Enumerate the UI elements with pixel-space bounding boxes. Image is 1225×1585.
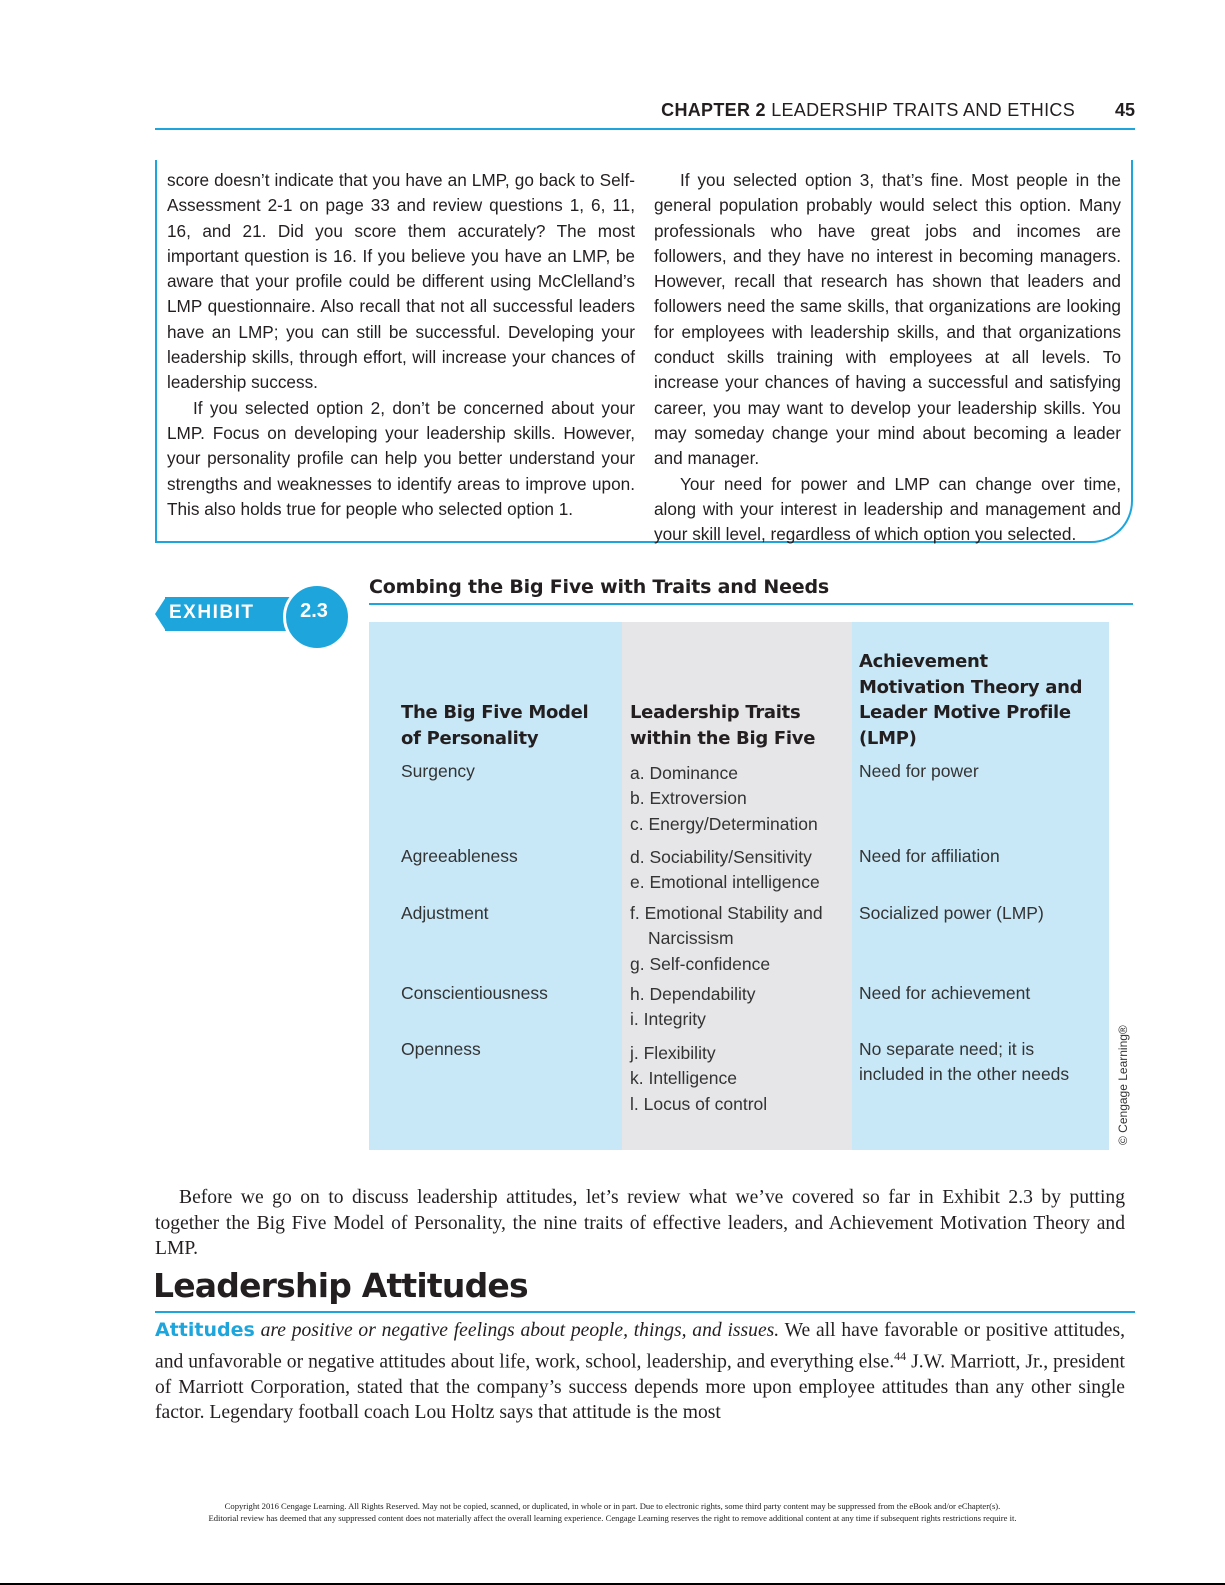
trait-item: i. Integrity — [630, 1009, 706, 1030]
traits-cell — [630, 982, 840, 1033]
dimension-cell: Agreeableness — [401, 846, 518, 866]
chapter-title: LEADERSHIP TRAITS AND ETHICS — [771, 100, 1075, 120]
trait-item: e. Emotional intelligence — [630, 872, 820, 893]
trait-item: a. Dominance — [630, 763, 738, 783]
table-header-big-five: The Big Five Model of Personality — [401, 702, 589, 749]
need-cell: No separate need; it is included in the other needs — [859, 1039, 1070, 1085]
trait-item: f. Emotional Stability and Narcissism — [630, 903, 823, 949]
trait-item: g. Self-confidence — [630, 953, 771, 974]
dimension-cell: Surgency — [401, 761, 475, 781]
image-credit — [1112, 1025, 1132, 1148]
table-header-traits: Leadership Traits within the Big Five — [630, 702, 816, 749]
exhibit-number: 2.3 — [300, 600, 328, 622]
need-cell: Need for power — [859, 761, 979, 781]
review-paragraph: Before we go on to discuss leadership attitudes, let’s review what we’ve covered so far in Exhibit 2.3 by putting together the Big Five Model of Personality, the nine traits of effective leaders, and Achievement Motivation Theory and LMP. — [155, 1187, 1125, 1259]
copyright-line: Editorial review has deemed that any suppressed content does not materially affect the overall learning experience. Cengage Learning reserves the right to remove additional content at any time if subsequent rights restrictions require it. — [208, 1513, 1017, 1523]
box-paragraph: score doesn’t indicate that you have an LMP, go back to Self-Assessment 2-1 on page 33 and review questions 1, 6, 11, 16, and 21. Did you score them accurately? The most important question is 16. If you believe you have an LMP, be aware that your profile could be different using McClelland’s LMP questionnaire. Also recall that not all successful leaders have an LMP; you can still be successful. Developing your leadership skills, through effort, will increase your chances of leadership success. — [167, 170, 635, 393]
credit-text: © Cengage Learning® — [1116, 1025, 1130, 1145]
running-header — [155, 100, 1135, 126]
section-heading: Leadership Attitudes — [153, 1266, 528, 1305]
section-rule — [155, 1311, 1135, 1313]
copyright-line: Copyright 2016 Cengage Learning. All Rights Reserved. May not be copied, scanned, or duplicated, in whole or in part. Due to electronic rights, some third party content may be suppressed from the eBook and/or eChapter(s). — [224, 1501, 1001, 1511]
trait-item: h. Dependability — [630, 984, 756, 1004]
attitudes-paragraph — [155, 1318, 1125, 1426]
traits-cell — [630, 845, 840, 896]
box-left-column — [167, 168, 635, 522]
exhibit-title: Combing the Big Five with Traits and Needs — [369, 576, 829, 598]
dimension-cell: Adjustment — [401, 903, 489, 923]
traits-cell — [630, 761, 840, 837]
table-header-needs: Achievement Motivation Theory and Leader Motive Profile (LMP) — [859, 651, 1083, 749]
trait-item: b. Extroversion — [630, 788, 747, 809]
box-paragraph: Your need for power and LMP can change over time, along with your interest in leadership and management and your skill level, regardless of which option you selected. — [654, 473, 1121, 545]
box-right-column — [654, 168, 1121, 547]
need-cell: Socialized power (LMP) — [859, 903, 1044, 923]
trait-item: l. Locus of control — [630, 1093, 768, 1114]
traits-cell — [630, 1041, 840, 1117]
paragraph-text: J.W. Marriott, Jr., president of Marriott Corporation, stated that the company’s success depends more upon employee attitudes than any other single factor. Legendary football coach Lou Holtz says that attitude is the most — [155, 1351, 1125, 1424]
copyright-footer — [100, 1500, 1125, 1524]
trait-item: k. Intelligence — [630, 1068, 738, 1089]
header-rule — [155, 128, 1135, 130]
dimension-cell: Openness — [401, 1039, 481, 1059]
exhibit-rule — [369, 603, 1133, 605]
box-paragraph: If you selected option 3, that’s fine. Most people in the general population probably would select this option. Many professionals who have great jobs and incomes are followers, and they have no interest in becoming managers. However, recall that research has shown that leaders and followers need the same skills, that organizations are looking for employees with leadership skills, and that organizations conduct skills training with employees at all levels. To increase your chances of having a successful and satisfying career, you may want to develop your leadership skills. You may someday change your mind about becoming a leader and manager. — [654, 170, 1121, 469]
trait-item: d. Sociability/Sensitivity — [630, 847, 812, 867]
exhibit-label: EXHIBIT — [169, 602, 255, 623]
running-header-title — [661, 100, 1075, 121]
exhibit-table — [369, 622, 1109, 1150]
dimension-cell: Conscientiousness — [401, 983, 548, 1003]
endnote-reference: 44 — [894, 1348, 907, 1363]
key-term-definition: are positive or negative feelings about people, things, and issues. — [260, 1320, 780, 1341]
key-term: Attitudes — [155, 1319, 255, 1341]
chapter-label: CHAPTER 2 — [661, 100, 766, 120]
trait-item: j. Flexibility — [630, 1043, 716, 1063]
paragraph-text: We all have favorable or positive attitudes, and unfavorable or negative attitudes about life, work, school, leadership, and everything else. — [155, 1320, 1125, 1373]
need-cell: Need for affiliation — [859, 846, 1000, 866]
box-paragraph: If you selected option 2, don’t be concerned about your LMP. Focus on developing your leadership skills. However, your personality profile can help you better understand your strengths and weaknesses to identify areas to improve upon. This also holds true for people who selected option 1. — [167, 397, 635, 519]
trait-item: c. Energy/Determination — [630, 813, 818, 834]
page-number: 45 — [1114, 100, 1135, 120]
traits-cell — [630, 901, 840, 977]
need-cell: Need for achievement — [859, 983, 1031, 1003]
